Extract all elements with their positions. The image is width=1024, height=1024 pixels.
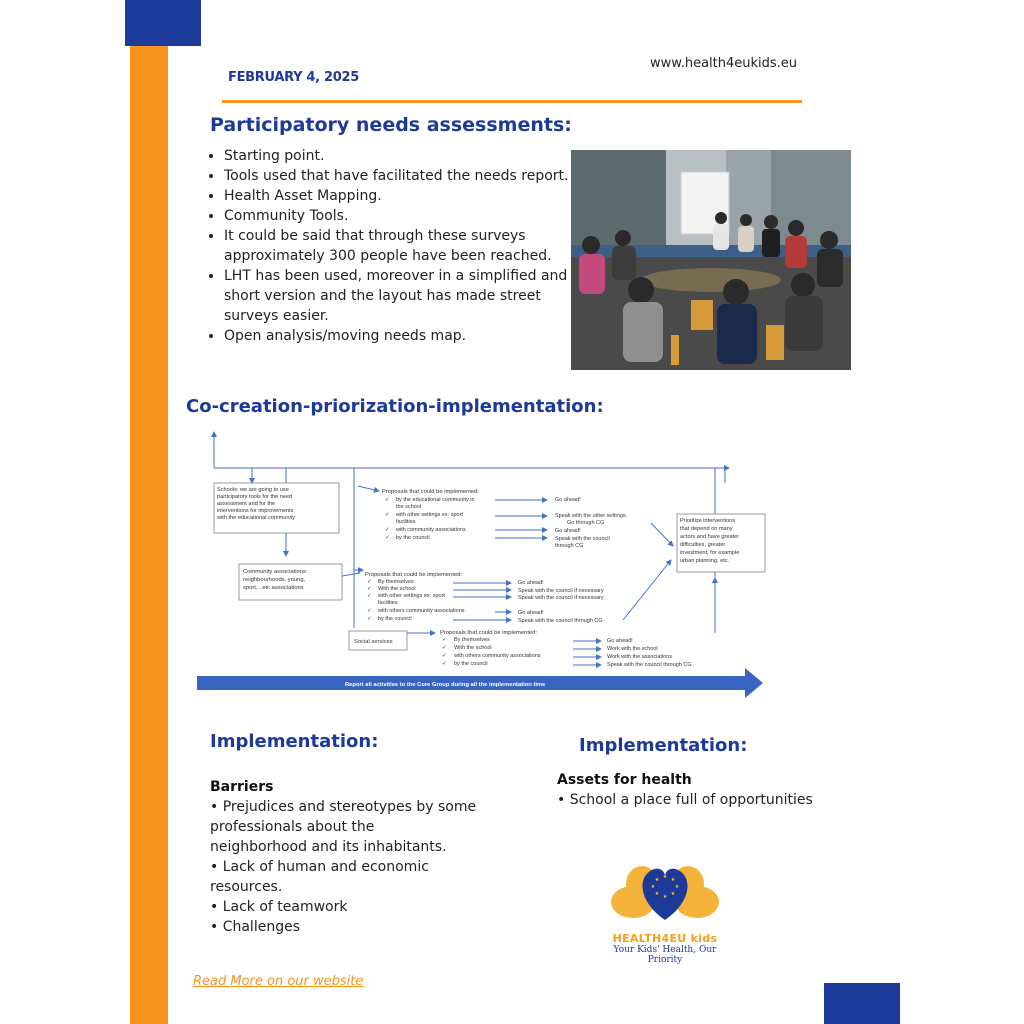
workshop-photo-illustration <box>571 150 851 370</box>
svg-text:★: ★ <box>654 891 660 897</box>
schools-box-line: interventions for improvements <box>217 508 294 514</box>
header-divider <box>222 100 802 103</box>
block1-item: the school <box>396 504 422 510</box>
implementation-heading-assets: Implementation: <box>579 735 748 756</box>
report-arrow-label: Report all activities to the Core Group during all the implementation time <box>345 682 546 688</box>
block2-outcome: Go ahead! <box>518 610 544 616</box>
list-item: • Tools used that have facilitated the needs report. <box>224 166 569 186</box>
barriers-column <box>210 777 510 937</box>
prioritize-box-line: actors and have greater <box>680 534 740 540</box>
list-item: • LHT has been used, moreover in a simplified and short version and the layout has made street surveys easier. <box>224 266 569 326</box>
list-item: • Health Asset Mapping. <box>224 186 569 206</box>
block3-item: With the school <box>454 645 492 651</box>
block2-item: By themselves <box>378 579 414 585</box>
community-box-text <box>243 569 309 591</box>
block2-title: Proposals that could be implemented: <box>365 572 462 578</box>
block1-check: ✓ <box>385 512 390 518</box>
workshop-photo <box>571 150 851 370</box>
barrier-line: resources. <box>210 879 283 895</box>
block1-outcome: Speak with the council <box>555 536 610 542</box>
block3-check: ✓ <box>442 645 447 651</box>
svg-text:★: ★ <box>662 874 668 880</box>
community-box-line: neighbourhoods, young, <box>243 577 306 583</box>
logo-tagline: Your Kids' Health, Our Priority <box>613 945 717 965</box>
block2-item: with other settings ex: sport <box>378 593 445 599</box>
block1-outcomes <box>555 497 628 549</box>
svg-text:★: ★ <box>670 891 676 897</box>
block2-item: by the council <box>378 616 412 622</box>
block3-item: with others community associations <box>454 653 541 659</box>
block2-check: ✓ <box>367 579 372 585</box>
svg-text:★: ★ <box>650 884 656 890</box>
block2-check: ✓ <box>367 608 372 614</box>
block3-check: ✓ <box>442 637 447 643</box>
assets-subtitle: Assets for health <box>557 772 692 788</box>
block1-outcome: Go through CG <box>567 520 605 526</box>
block3-items <box>442 637 541 667</box>
block2-check: ✓ <box>367 616 372 622</box>
block1-item: by the council <box>396 535 430 541</box>
barrier-line: professionals about the <box>210 819 375 835</box>
block1-items <box>385 497 475 541</box>
prioritize-box-line: urban planning, etc. <box>680 558 730 564</box>
block1-check: ✓ <box>385 497 390 503</box>
newsletter-date: FEBRUARY 4, 2025 <box>228 70 360 85</box>
svg-text:★: ★ <box>674 884 680 890</box>
block1-outcome: Speak with the other settings. <box>555 513 628 519</box>
list-item: • Community Tools. <box>224 206 569 226</box>
block1-item: with community associations <box>396 527 466 533</box>
blue-corner-block-bottom <box>824 983 900 1024</box>
block2-outcome: Go ahead! <box>518 580 544 586</box>
block2-item: With the school <box>378 586 416 592</box>
svg-text:★: ★ <box>654 877 660 883</box>
blue-corner-block-top <box>125 0 201 46</box>
flow-diagram-svg <box>195 428 775 700</box>
block2-item: facilities <box>378 600 398 606</box>
block1-item: by the educational community in <box>396 497 475 503</box>
block2-outcome: Speak with the council through CG <box>518 618 603 624</box>
block2-item: with others community associations <box>378 608 465 614</box>
block2-check: ✓ <box>367 593 372 599</box>
list-item: • It could be said that through these surveys approximately 300 people have been reached. <box>224 226 569 266</box>
participatory-bullet-list <box>206 146 569 346</box>
participatory-heading: Participatory needs assessments: <box>210 114 572 136</box>
asset-line: • School a place full of opportunities <box>557 792 813 808</box>
barrier-line: • Lack of human and economic <box>210 859 429 875</box>
block3-outcome: Work with the school <box>607 646 658 652</box>
community-box-line: Community associations: <box>243 569 308 575</box>
block3-item: By themselves <box>454 637 490 643</box>
cocreation-flow-diagram <box>195 428 775 700</box>
cocreation-heading: Co-creation-priorization-implementation: <box>186 396 604 417</box>
list-item: • Open analysis/moving needs map. <box>224 326 569 346</box>
schools-box-line: assessment and for the <box>217 501 276 507</box>
block3-title: Proposals that could be implemented: <box>440 630 537 636</box>
block3-check: ✓ <box>442 661 447 667</box>
barrier-line: • Lack of teamwork <box>210 899 348 915</box>
block3-check: ✓ <box>442 653 447 659</box>
block2-outcomes <box>518 580 604 624</box>
schools-box-line: participatory tools for the need <box>217 494 293 500</box>
social-services-label: Social services <box>354 639 393 645</box>
prioritize-box-line: investment, for example <box>680 550 740 556</box>
block3-outcome: Work with the associations <box>607 654 673 660</box>
prioritize-box-line: that depend on many <box>680 526 733 532</box>
prioritize-box-line: difficulties, greater <box>680 542 726 548</box>
block1-item: with other settings ex: sport <box>396 512 463 518</box>
block1-item: facilities <box>396 519 416 525</box>
community-box-line: sport, ..etc associations <box>243 585 304 591</box>
block1-check: ✓ <box>385 535 390 541</box>
block2-outcome: Speak with the council if necessary <box>518 588 604 594</box>
svg-text:★: ★ <box>670 877 676 883</box>
block3-outcomes <box>607 638 692 668</box>
read-more-link[interactable]: Read More on our website <box>193 974 364 989</box>
svg-text:★: ★ <box>662 894 668 900</box>
block1-check: ✓ <box>385 527 390 533</box>
block3-outcome: Speak with the council through CG <box>607 662 692 668</box>
barrier-line: • Prejudices and stereotypes by some <box>210 799 477 815</box>
assets-column <box>557 770 877 810</box>
block1-title: Proposals that could be implemented: <box>382 489 479 495</box>
schools-box-line: Schools: we are going to use <box>217 487 289 493</box>
schools-box-line: with the educational community <box>217 515 296 521</box>
heart-logo-icon <box>600 858 730 928</box>
barrier-line: neighborhood and its inhabitants. <box>210 839 447 855</box>
block2-items <box>367 579 465 622</box>
logo-brand-text: HEALTH4EU kids <box>612 932 718 945</box>
barrier-line: • Challenges <box>210 919 300 935</box>
block3-outcome: Go ahead! <box>607 638 633 644</box>
website-url: www.health4eukids.eu <box>650 56 798 71</box>
health4eu-kids-logo <box>600 858 730 968</box>
block2-outcome: Speak with the council if necessary <box>518 595 604 601</box>
prioritize-box-line: Prioritize interventions <box>680 518 736 524</box>
block1-outcome: Go ahead! <box>555 528 581 534</box>
block1-outcome: Go ahead! <box>555 497 581 503</box>
barriers-subtitle: Barriers <box>210 779 274 795</box>
list-item: • Starting point. <box>224 146 569 166</box>
block1-outcome: through CG <box>555 543 584 549</box>
block3-item: by the council <box>454 661 488 667</box>
implementation-heading-barriers: Implementation: <box>210 731 379 752</box>
orange-side-bar <box>130 0 168 1024</box>
block2-check: ✓ <box>367 586 372 592</box>
